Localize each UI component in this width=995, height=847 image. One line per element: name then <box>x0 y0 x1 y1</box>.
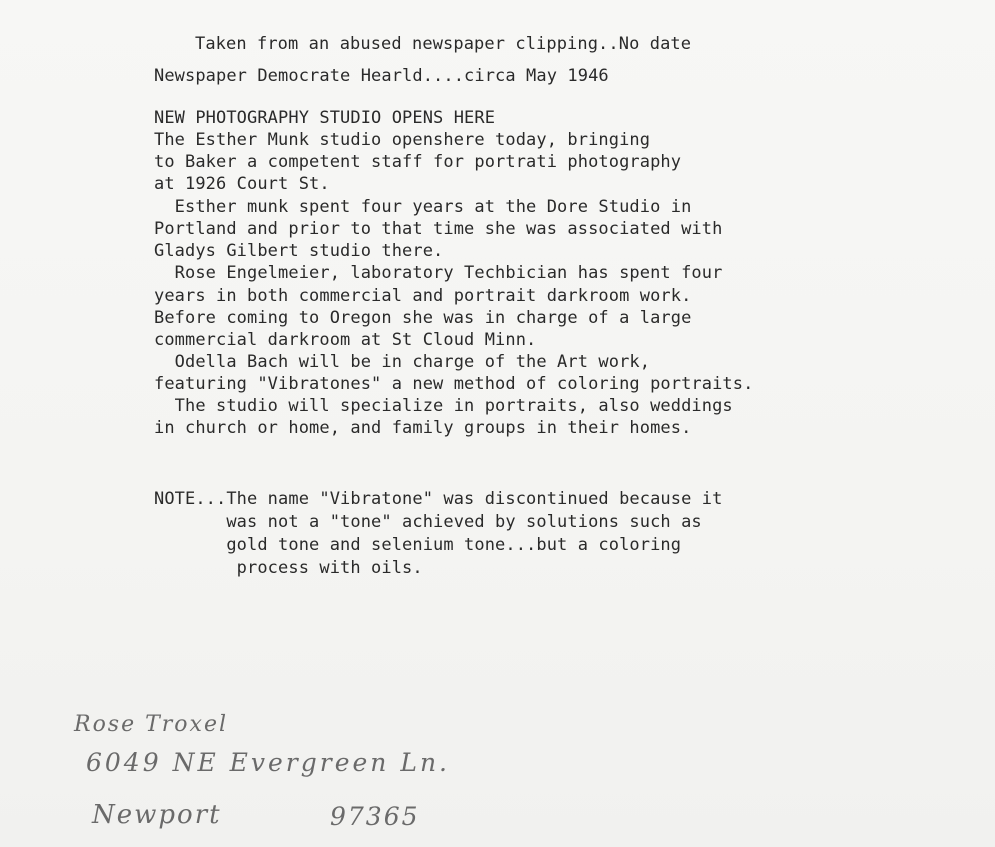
source-line: Taken from an abused newspaper clipping..No date <box>195 34 692 54</box>
article-line: Esther munk spent four years at the Dore Studio in <box>154 197 692 217</box>
article-line: years in both commercial and portrait darkroom work. <box>154 286 692 306</box>
handwritten-name: Rose Troxel <box>74 712 229 737</box>
article-line: in church or home, and family groups in their homes. <box>154 418 692 438</box>
handwritten-street: 6049 NE Evergreen Ln. <box>86 748 451 777</box>
article-line: Gladys Gilbert studio there. <box>154 241 444 261</box>
article-line: featuring "Vibratones" a new method of coloring portraits. <box>154 374 754 394</box>
note-line: was not a "tone" achieved by solutions such as <box>154 512 702 532</box>
article-line: Odella Bach will be in charge of the Art work, <box>154 352 651 372</box>
handwritten-zip: 97365 <box>330 802 420 831</box>
newspaper-line: Newspaper Democrate Hearld....circa May 1946 <box>154 66 609 86</box>
note-line: NOTE...The name "Vibratone" was discontinued because it <box>154 489 723 509</box>
article-line: The studio will specialize in portraits, also weddings <box>154 396 733 416</box>
note-line: gold tone and selenium tone...but a coloring <box>154 535 682 555</box>
article-headline: NEW PHOTOGRAPHY STUDIO OPENS HERE <box>154 108 496 128</box>
handwritten-city: Newport <box>92 800 222 830</box>
article-line: Portland and prior to that time she was associated with <box>154 219 723 239</box>
article-line: at 1926 Court St. <box>154 174 330 194</box>
note-line: process with oils. <box>154 558 423 578</box>
article-line: Before coming to Oregon she was in charge of a large <box>154 308 692 328</box>
article-line: to Baker a competent staff for portrati photography <box>154 152 682 172</box>
article-line: Rose Engelmeier, laboratory Techbician has spent four <box>154 263 723 283</box>
article-line: commercial darkroom at St Cloud Minn. <box>154 330 537 350</box>
article-line: The Esther Munk studio openshere today, bringing <box>154 130 651 150</box>
